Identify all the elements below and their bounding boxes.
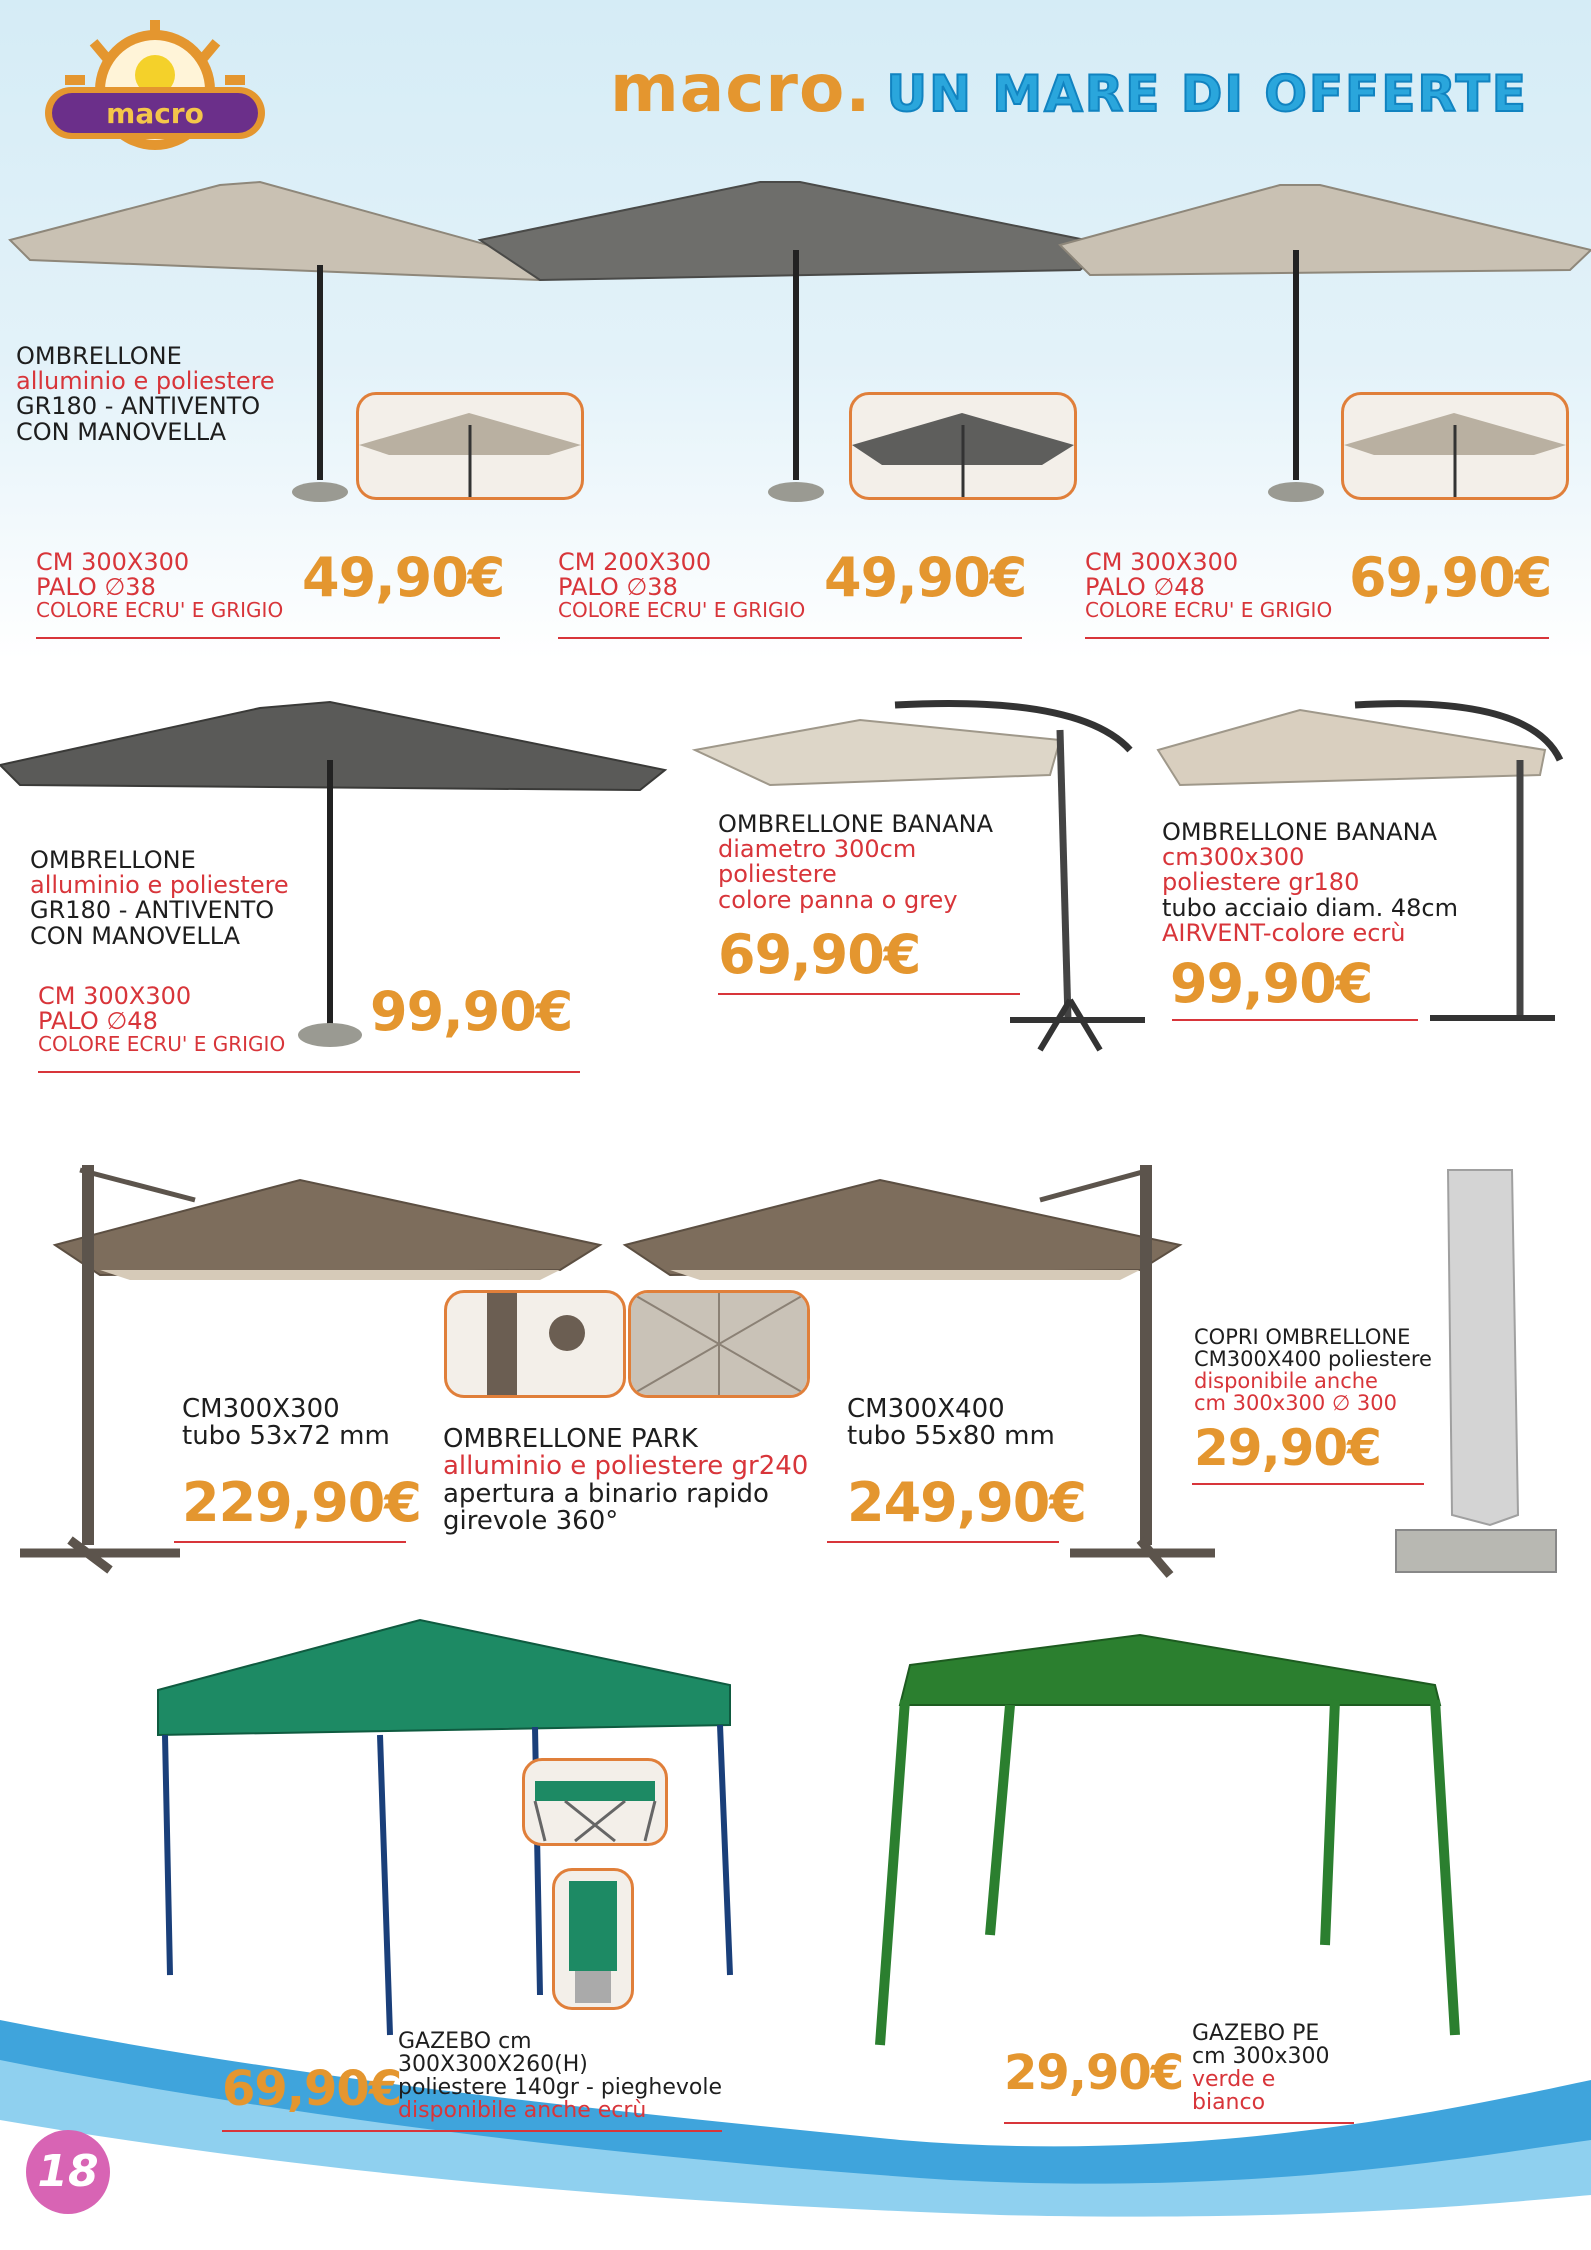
row1-offer-2 — [558, 546, 1027, 639]
row2-left-offer — [38, 980, 580, 1073]
slogan: UN MARE DI OFFERTE — [886, 65, 1528, 123]
price: 229,90€ — [182, 1470, 421, 1534]
page-number-badge: 18 — [26, 2130, 110, 2214]
offer-size: CM 200X300 — [558, 548, 712, 576]
color-options: colore panna o grey — [718, 885, 958, 914]
size: CM300X400 poliestere — [1194, 1347, 1432, 1372]
material: poliestere 140gr - pieghevole — [398, 2075, 723, 2101]
title: OMBRELLONE BANANA — [718, 810, 994, 838]
row1-title: OMBRELLONE — [16, 342, 182, 370]
diameter: diametro 300cm — [718, 835, 917, 864]
gazebo2-offer — [1004, 2022, 1354, 2124]
row1-offer-3 — [1085, 546, 1552, 639]
offer-pole: PALO ∅48 — [1085, 573, 1205, 602]
opening: apertura a binario rapido — [443, 1478, 769, 1509]
row1-description — [16, 344, 275, 445]
park-a-offer — [182, 1396, 432, 1543]
gazebo-frame-thumbnail — [522, 1758, 668, 1846]
availability: disponibile anche — [1194, 1369, 1378, 1394]
material: poliestere gr180 — [1162, 868, 1360, 897]
title: COPRI OMBRELLONE — [1194, 1325, 1411, 1349]
divider — [1192, 1483, 1424, 1485]
size: cm 300x300 — [1192, 2044, 1330, 2070]
offer-color: COLORE ECRU' E GRIGIO — [38, 1032, 286, 1057]
price: 69,90€ — [222, 2061, 402, 2117]
alt-size: cm 300x300 ∅ 300 — [1194, 1391, 1397, 1416]
tube: tubo acciaio diam. 48cm — [1162, 893, 1458, 922]
offer-price: 99,90€ — [370, 980, 573, 1043]
cover-offer — [1194, 1326, 1464, 1485]
offer-color: COLORE ECRU' E GRIGIO — [1085, 598, 1333, 623]
color: verde e bianco — [1192, 2067, 1276, 2116]
row2-left-description — [30, 848, 289, 949]
banana1-offer — [718, 812, 1048, 995]
page-headline — [610, 50, 1560, 127]
row1-spec: GR180 - ANTIVENTO — [16, 392, 261, 421]
divider — [558, 637, 1022, 639]
size: CM300X400 — [847, 1394, 1005, 1424]
rotation: girevole 360° — [443, 1505, 619, 1536]
offer-color: COLORE ECRU' E GRIGIO — [36, 598, 284, 623]
material: alluminio e poliestere gr240 — [443, 1451, 809, 1482]
brand-name: macro. — [610, 50, 872, 127]
park-hinge-thumbnail — [444, 1290, 626, 1398]
divider — [718, 993, 1020, 995]
price: 69,90€ — [718, 922, 921, 986]
title: OMBRELLONE BANANA — [1162, 818, 1438, 846]
tube: tubo 53x72 mm — [182, 1421, 390, 1452]
divider — [1085, 637, 1549, 639]
offer-size: CM 300X300 — [38, 982, 192, 1010]
size: cm300x300 — [1162, 843, 1305, 872]
availability: disponibile anche ecrù — [398, 2098, 647, 2124]
size: CM300X300 — [182, 1394, 340, 1424]
row1-thumbnail-3 — [1341, 392, 1569, 500]
logo-text: macro — [106, 97, 204, 130]
row1-thumbnail-1 — [356, 392, 584, 500]
title: OMBRELLONE — [30, 846, 196, 874]
title: GAZEBO cm 300X300X260(H) — [398, 2029, 588, 2078]
divider — [174, 1541, 406, 1543]
material: alluminio e poliestere — [30, 871, 289, 900]
divider — [222, 2130, 722, 2132]
row4-gazebo-images — [0, 1615, 1591, 2065]
divider — [36, 637, 500, 639]
price: 29,90€ — [1004, 2045, 1184, 2101]
offer-size: CM 300X300 — [36, 548, 190, 576]
row1-offer-1 — [36, 546, 505, 639]
row1-thumbnail-2 — [849, 392, 1077, 500]
offer-price: 69,90€ — [1349, 546, 1552, 609]
material: poliestere — [718, 860, 837, 889]
price: 99,90€ — [1170, 951, 1373, 1015]
park-b-offer — [847, 1396, 1107, 1543]
offer-size: CM 300X300 — [1085, 548, 1239, 576]
banana2-offer — [1162, 820, 1492, 1021]
price: 29,90€ — [1194, 1419, 1381, 1478]
price: 249,90€ — [847, 1470, 1086, 1534]
park-description — [443, 1426, 823, 1535]
macro-logo — [40, 15, 270, 150]
title: OMBRELLONE PARK — [443, 1424, 698, 1454]
offer-price: 49,90€ — [824, 546, 1027, 609]
title: GAZEBO PE — [1192, 2021, 1320, 2046]
spec: GR180 - ANTIVENTO — [30, 896, 275, 925]
row1-material: alluminio e poliestere — [16, 367, 275, 396]
offer-pole: PALO ∅48 — [38, 1007, 158, 1036]
divider — [1172, 1019, 1418, 1021]
color: AIRVENT-colore ecrù — [1162, 918, 1406, 947]
gazebo-folded-thumbnail — [552, 1868, 634, 2010]
offer-price: 49,90€ — [302, 546, 505, 609]
gazebo1-offer — [222, 2030, 722, 2132]
feature: CON MANOVELLA — [30, 921, 241, 950]
offer-pole: PALO ∅38 — [558, 573, 678, 602]
tube: tubo 55x80 mm — [847, 1421, 1055, 1452]
offer-color: COLORE ECRU' E GRIGIO — [558, 598, 806, 623]
offer-pole: PALO ∅38 — [36, 573, 156, 602]
park-underside-thumbnail — [628, 1290, 810, 1398]
divider — [827, 1541, 1059, 1543]
divider — [38, 1071, 580, 1073]
divider — [1004, 2122, 1354, 2124]
row1-feature: CON MANOVELLA — [16, 417, 227, 446]
